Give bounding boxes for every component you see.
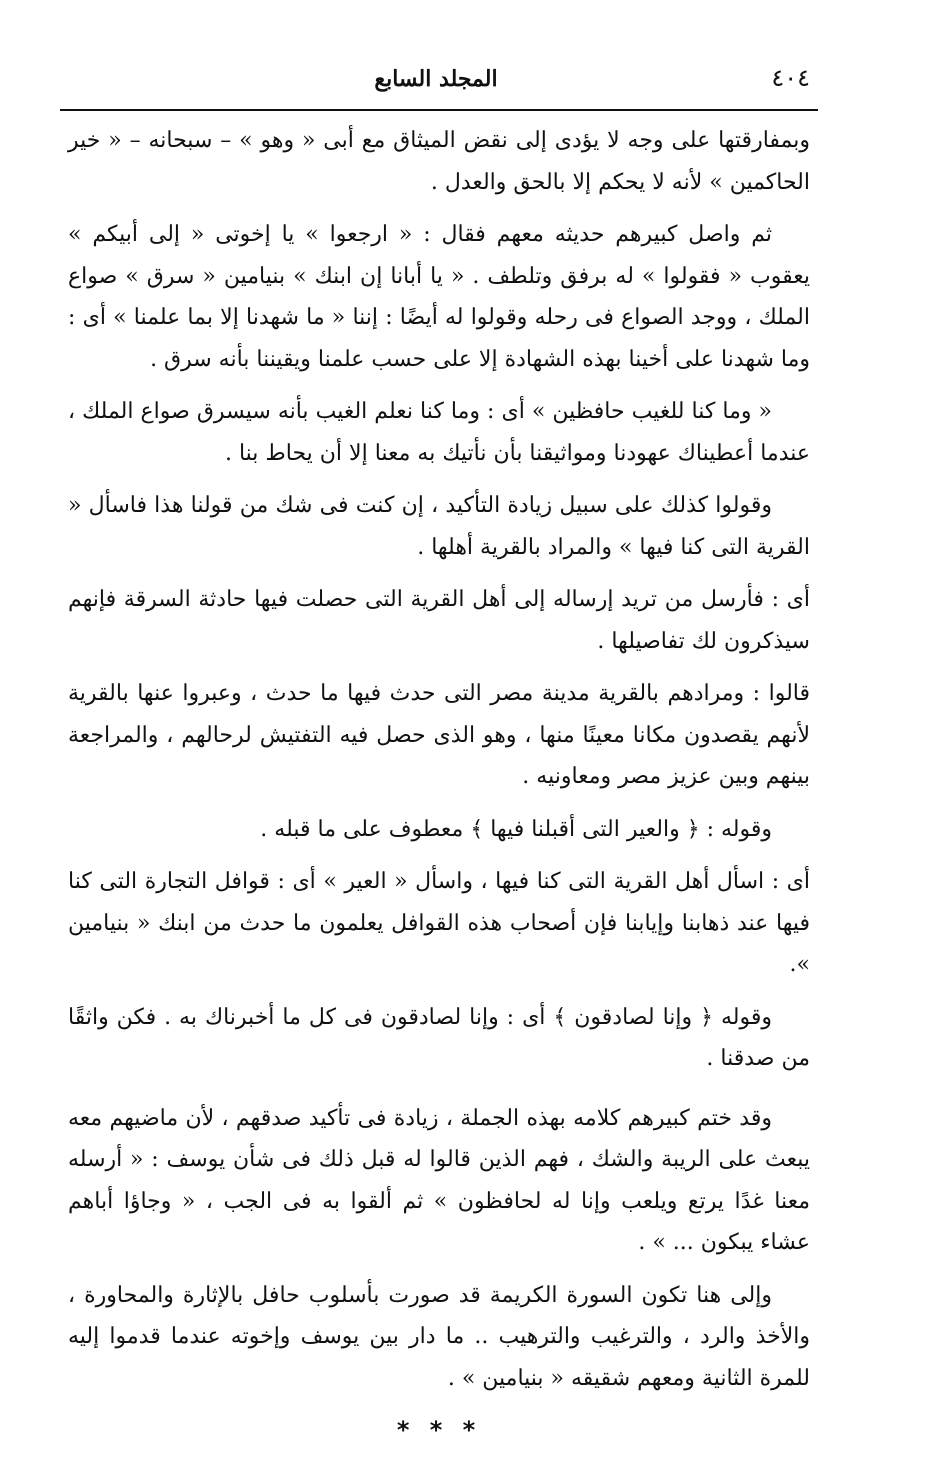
paragraph-2: ثم واصل كبيرهم حديثه معهم فقال : « ارجعوا » يا إخوتى « إلى أبيكم » يعقوب « فقولوا » له برفق وتلطف . « يا أبانا إن ابنك » بنيامين « سرق » صواع الملك ، ووجد الصواع فى رحله وقولوا له أيضًا : إننا « ما شهدنا إلا بما علمنا » أى : وما شهدنا على أخينا بهذه الشهادة إلا على حسب علمنا ويقيننا بأنه سرق . — [68, 222, 810, 372]
running-head — [62, 60, 810, 100]
body-text — [68, 120, 810, 1476]
paragraph-8: أى : اسأل أهل القرية التى كنا فيها ، واسأل « العير » أى : قوافل التجارة التى كنا فيها عند ذهابنا وإيابنا فإن أصحاب هذه القوافل يعلمون ما حدث من ابنك « بنيامين ». — [68, 869, 810, 977]
paragraph-10: وقد ختم كبيرهم كلامه بهذه الجملة ، زيادة فى تأكيد صدقهم ، لأن ماضيهم معه يبعث على الريبة والشك ، فهم الذين قالوا له قبل ذلك فى شأن يوسف : « أرسله معنا غدًا يرتع ويلعب وإنا له لحافظون » ثم ألقوا به فى الجب ، « وجاؤا أباهم عشاء يبكون ... » . — [68, 1105, 810, 1255]
header-rule — [60, 109, 818, 111]
paragraph-9: وقوله ﴿ وإنا لصادقون ﴾ أى : وإنا لصادقون فى كل ما أخبرناك به . فكن واثقًا من صدقنا . — [68, 1004, 810, 1071]
paragraph-4: وقولوا كذلك على سبيل زيادة التأكيد ، إن كنت فى شك من قولنا هذا فاسأل « القرية التى كنا فيها » والمراد بالقرية أهلها . — [68, 493, 810, 560]
paragraph-6: قالوا : ومرادهم بالقرية مدينة مصر التى حدث فيها ما حدث ، وعبروا عنها بالقرية لأنهم يقصدون مكانا معينًا منها ، وهو الذى حصل فيه التفتيش لرحالهم ، والمراجعة بينهم وبين عزيز مصر ومعاونيه . — [68, 681, 810, 789]
paragraph-3: « وما كنا للغيب حافظين » أى : وما كنا نعلم الغيب بأنه سيسرق صواع الملك ، عندما أعطيناك عهودنا ومواثيقنا بأن نأتيك به معنا إلا أن يحاط بنا . — [68, 399, 810, 466]
volume-title: المجلد السابع — [374, 66, 498, 92]
page-number: ٤٠٤ — [771, 64, 810, 92]
paragraph-7: وقوله : ﴿ والعير التى أقبلنا فيها ﴾ معطوف على ما قبله . — [260, 816, 772, 842]
paragraph-1: وبمفارقتها على وجه لا يؤدى إلى نقض الميثاق مع أبى « وهو » – سبحانه – « خير الحاكمين » لأنه لا يحكم إلا بالحق والعدل . — [68, 128, 810, 195]
paragraph-11: وإلى هنا تكون السورة الكريمة قد صورت بأسلوب حافل بالإثارة والمحاورة ، والأخذ والرد ، والترغيب والترهيب .. ما دار بين يوسف وإخوته عندما قدموا إليه للمرة الثانية ومعهم شقيقه « بنيامين » . — [68, 1282, 810, 1391]
paragraph-5: أى : فأرسل من تريد إرساله إلى أهل القرية التى حصلت فيها حادثة السرقة فإنهم سيذكرون لك تفاصيلها . — [68, 587, 810, 654]
section-ornament: * * * — [396, 1416, 482, 1444]
